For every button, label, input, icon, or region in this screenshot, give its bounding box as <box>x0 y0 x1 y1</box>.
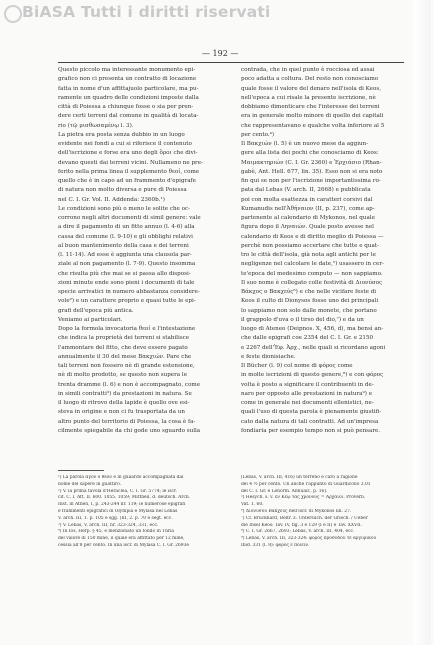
footnote-line: ²) V. la prima tavola d'Heraclea, C. I. Gr. 5774; le iscr. <box>58 488 177 494</box>
footnote-line: ⁵) Hesych. s. v. ἐν Κέῳ τὰς χρόνους = Ἀρχαῖοι. Proverb. <box>241 495 366 501</box>
text-line: di natura non molto diversa e pure di Poiessa <box>58 187 187 194</box>
text-line: in molte iscrizioni di questo genere,⁸) e con φόρος <box>241 372 384 379</box>
text-line: La pietra era posta senza dubbio in un luogo <box>58 131 185 138</box>
text-line: nell'epoca a cui risale la presente iscrizione, nè <box>241 94 376 101</box>
text-line: poco adatta a coltura. Del resto non conosciamo <box>241 76 379 83</box>
footnote-line: die Insel Keos: Tav. IV, fig. 3 e 129 (I e II) e Tav. XXVII. <box>241 522 362 528</box>
right-text-column <box>241 66 403 436</box>
text-line: volta è posto a significare il contribuenti in de- <box>241 381 374 388</box>
text-line: fondiaria per esempio tempo non si può pensare. <box>241 427 381 434</box>
text-line: zioni minute ende sono pieni i documenti di tale <box>58 279 195 286</box>
text-line: Il Bücher (l. 9) col nome di φόρος come <box>241 363 353 369</box>
text-line: poi con molta esattezza in caratteri corsivi dal <box>241 196 373 203</box>
text-line: vole²) e un carattere proprio e quasi tutte le epi- <box>58 298 196 305</box>
text-line: per cento.⁴) <box>241 131 275 138</box>
footnote-line: V. arch. III, 1. p. 105 e sgg. (III, 2. p. 70 e segt. ecc. <box>58 515 173 521</box>
text-line: tali terreni non fossero nè di grande estensione, <box>58 363 195 369</box>
text-line: steva in origine e non ci fu trasportata da un <box>58 409 185 416</box>
watermark: BiASA Tutti i diritti riservati <box>22 3 271 21</box>
text-line: perchè non possiamo accertare che tutte e quat- <box>241 242 379 249</box>
text-line: al buon mantenimento della casa e dei terreni <box>58 242 189 249</box>
footnote-line: ³) V. Lebas, V. arch. III, nr. 323-324, 331, ecc. <box>58 522 159 528</box>
footnote-line: ⁹) Lebas, V. arch. III, 323-324: φόρος προσόδου τε ἀργυρικοῦ <box>241 536 377 542</box>
text-line: dobbiamo dimenticare che l'interesse dei terreni <box>241 104 380 110</box>
text-line: Μαιμακτηριών (C. I. Gr. 2360) e Ἐρχιάσιο (Rhan- <box>241 159 382 166</box>
text-line: e 2267 dell'Ἐφ. Ἀρχ., nelle quali si ricordano agoni <box>241 344 386 351</box>
text-line: il luogo di ritrovo della lapide è quello ove esi- <box>58 400 190 406</box>
text-line: l'ammontare del fitto, che deve essere pagato <box>58 344 188 351</box>
text-line: partenente al calendario di Mykonos, nel quale <box>241 215 375 221</box>
text-line: il grappolo d'uva o il tirso del dio,⁷) e da un <box>241 316 364 323</box>
text-line: rio (τῷ μισθωσαμένῳ l. 3). <box>58 122 134 129</box>
text-line: Kumanudis nell'Ἀθήναιον (II, p. 237), come ap- <box>241 205 375 212</box>
footnote-line: e frammenti epigrafici di Olympia e Mylasa nel Lebas <box>58 508 178 514</box>
text-line: calendario di Keos e di diritto meglio di Poiessa — <box>241 233 384 240</box>
header-rule <box>58 62 404 63</box>
text-line: ramente un quadro delle condizioni imposte dalla <box>58 94 199 101</box>
text-line: naro per opposto alle prestazioni in natura⁹) e <box>241 390 373 397</box>
left-text-column <box>58 66 220 436</box>
footnote-line: del C. I. Gr. e Lenorm. Annuair., p. 16). <box>241 488 328 494</box>
text-line: te'epoca del medesimo computo — non sappiamo. <box>241 270 383 277</box>
text-line: città di Poiessa a chiunque fosse o sia per pren- <box>58 104 194 110</box>
footnote-line: ⁴) In Ios, Herp. § 45, è menzionato un fondo in Thria <box>58 529 175 535</box>
text-line: che rappresentavano e qualche volta inferiore al 5 <box>241 122 385 129</box>
footnote-line: cessia all'8 per cento. In una iscr. di Mylasa C. I. Gr. 2693e <box>58 542 189 548</box>
text-line: come in generale nei documenti ellenistici, ne- <box>241 400 374 406</box>
library-logo-icon <box>4 5 22 23</box>
text-line: quello che è in capo ad un frammento d'epigrafe <box>58 178 196 184</box>
text-line: che indica la proprietà dei terreni si stabilisce <box>58 335 190 342</box>
text-line: in simili contratti³) da prestazioni in natura. Se <box>58 390 192 397</box>
footnote-line: (Lebas, V. arch. III, 416) un terreno è caro a ragione <box>241 475 358 480</box>
text-line: dell'iscrizione e forse era uno degli ὅροι che divi- <box>58 150 198 157</box>
text-line: fin qui se non per l'iscrizione importantissima ro- <box>241 178 381 184</box>
footnote-line: cit. C. I. Att. II. 600. 1055. 1059; Mittheil. d. deutsch. Arch. <box>58 495 191 501</box>
footnote-line: ⁶) Διονύσου Βακχεύς nell'iscr. di Mykonos lin. 27. <box>241 508 352 514</box>
footnote-line: ¹) La parola ἄγον ὁ θεὸν è in guaardo accompagnata dal <box>58 475 184 480</box>
text-line: e feste dionisiache. <box>241 353 296 360</box>
text-line: a dire il pagamento di un fitto annuo (l. 4-6) alla <box>58 224 195 231</box>
text-line: annualmente il 30 del mese Βακχιών. Pare che <box>58 353 192 360</box>
text-line: era in generale molto minore di quello dei capitali <box>241 113 384 120</box>
text-line: Dopo la formola invocatoria θεοί e l'intestazione <box>58 326 196 332</box>
text-line: trenta dramme (l. 6) e non è accompagnato, come <box>58 381 201 388</box>
text-line: devano questi dai terreni vicini. Nullameno ne pre- <box>58 159 203 166</box>
text-line: Questo piccolo ma interessante monumento epi- <box>58 67 196 73</box>
text-line: negligenze nel calcolare le date,⁵) usassero in cer- <box>241 261 384 268</box>
text-line: evidente nei fondi a cui si riferisce il contenuto <box>58 141 192 147</box>
text-line: Βάκχος o Βακχεύς⁶) e che nelle vicifare feste di <box>241 289 377 295</box>
text-line: figura dopo il Ληναιών. Quale posto avesse nel <box>241 224 374 231</box>
text-line: pata dal Lebas (V. arch. II, 2668) e pubblicata <box>241 187 371 194</box>
page-edge <box>413 0 431 645</box>
text-line: Il suo nome è collegato colle festività di Διονύσος <box>241 279 383 286</box>
text-line: gabè, Ant. Hell. 677, lin. 35). Esso non si era noto <box>241 168 383 175</box>
text-line: quali l'uso di questa parola è pienamente giustifi- <box>241 409 382 416</box>
text-line: luogo di Ateneo (Deipnos. X, 456, d), ma bensì an- <box>241 326 384 332</box>
text-line: cassa del comune (l. 9-10) e gli obblighi relativi <box>58 233 193 240</box>
text-line: Veniamo ai particolari. <box>58 316 123 323</box>
left-footnotes <box>58 475 224 550</box>
text-line: che dalle epigrafi coe 2354 del C. I. Gr. e 2150 <box>241 335 374 342</box>
text-line: fatta in nome d'un affittajuolo particolare, ma pu- <box>58 85 199 92</box>
text-line: che risulta più che mai se si passa allo disposi- <box>58 270 191 277</box>
text-line: Il Βακχιών (l. 5) è un nuovo mese da aggiun- <box>241 141 369 147</box>
text-line: cilmente spiegabile da chi gode uno sguardo sulla <box>58 427 201 434</box>
text-line: grafi dell'epoca più antica. <box>58 307 134 314</box>
text-line: gere alla lista dei pochi che conosciamo di Keos: <box>241 150 379 157</box>
footnote-line: nome del sapere in guattiro. <box>58 481 122 487</box>
right-footnotes <box>241 475 407 550</box>
text-line: lo sappiamo non solo dalle monete, che portano <box>241 307 377 314</box>
text-line: quale fosse il valore del denaro nell'isola di Keos, <box>241 85 382 92</box>
footnote-line: Inst. in Athen, I, p. 243-244 nr. 119; le numerose epigrafi <box>58 502 186 508</box>
text-line: cato dalla natura di tali contratti. Ad un'impresa <box>241 418 379 425</box>
text-line: nè di molto prodotto, se questo non supera le <box>58 372 188 379</box>
text-line: tro le città dell'isola, già nota agli antichi per le <box>241 252 376 258</box>
text-line: ziale al non pagamento (l. 7-9). Questo insomma <box>58 261 196 268</box>
footnote-line: ⁷) Cf. Bruckhard, Beitr. z. Untersuch. der Griech. / Ueber <box>241 515 368 521</box>
footnote-line: del valore di 150 mine, il quale era affittato per 12 mine, <box>58 536 185 542</box>
text-line: Keos il culto di Dionysos fosse uno dei principali <box>241 298 379 305</box>
text-line: contrada, che in quel punto è rocciosa ed assai <box>241 67 375 73</box>
text-line: corrono negli altri documenti di simil genere: vale <box>58 215 201 221</box>
page-number: — 192 — <box>202 49 239 58</box>
text-line: dere certi terreni dal comune in qualità di locata- <box>58 113 199 120</box>
text-line: Le condizioni sono più o meno le solite che oc- <box>58 205 191 212</box>
text-line: specie arrivatici in numero abbastanza considere- <box>58 289 200 295</box>
text-line: (l. 11-14). Ad esse è aggiunta una clausola par- <box>58 252 192 258</box>
footnote-line: del 4 ½ per cento. Un anche l'appunto di Guardicono 3.01 <box>241 481 371 487</box>
footnote-line: Ibid. 331 (l. 8): φόρος ἐ ποιεῖν. <box>241 542 310 548</box>
text-line: grafico non ci presenta un contratto di locazione <box>58 76 197 83</box>
text-line: altro punto del territorio di Poiessa, la cosa è fa- <box>58 418 196 425</box>
footnote-line: Vat. 1. 60. <box>241 502 264 508</box>
footnote-divider <box>58 470 104 471</box>
footnote-line: ⁸) C. I. Gr. 2667, 2693; Lebas, V. arch. III, 404, ecc. <box>241 529 355 535</box>
text-line: nel C. I. Gr. Vol. II. Addenda: 2360b.¹) <box>58 196 165 203</box>
text-line: ferito nella prima linea il supplemento θεοί, come <box>58 168 200 175</box>
